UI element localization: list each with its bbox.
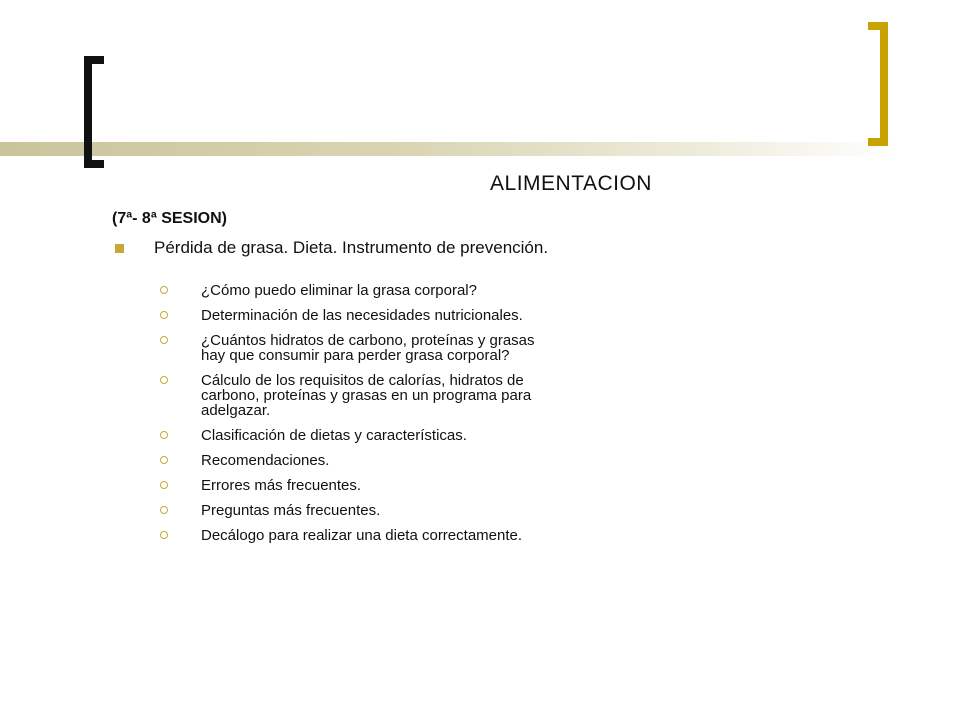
circle-bullet-icon	[160, 376, 168, 384]
list-item: Recomendaciones.	[156, 453, 556, 468]
list-item: Errores más frecuentes.	[156, 478, 556, 493]
list-item: ¿Cuántos hidratos de carbono, proteínas y grasas hay que consumir para perder grasa corporal?	[156, 333, 556, 363]
circle-bullet-icon	[160, 456, 168, 464]
list-item: Determinación de las necesidades nutricionales.	[156, 308, 556, 323]
list-item: Decálogo para realizar una dieta correctamente.	[156, 528, 556, 543]
circle-bullet-icon	[160, 431, 168, 439]
main-bullet-item	[112, 238, 552, 258]
list-item: Clasificación de dietas y características.	[156, 428, 556, 443]
main-bullet-text: Pérdida de grasa. Dieta. Instrumento de prevención.	[154, 238, 549, 257]
sub-bullet-list	[156, 283, 556, 553]
circle-bullet-icon	[160, 531, 168, 539]
decorative-band	[0, 142, 900, 156]
circle-bullet-icon	[160, 311, 168, 319]
right-bracket-decoration	[868, 22, 888, 146]
circle-bullet-icon	[160, 286, 168, 294]
list-item: Preguntas más frecuentes.	[156, 503, 556, 518]
left-bracket-decoration	[84, 56, 104, 168]
circle-bullet-icon	[160, 481, 168, 489]
list-item: ¿Cómo puedo eliminar la grasa corporal?	[156, 283, 556, 298]
list-item: Cálculo de los requisitos de calorías, hidratos de carbono, proteínas y grasas en un programa para adelgazar.	[156, 373, 556, 418]
square-bullet-icon	[115, 244, 124, 253]
circle-bullet-icon	[160, 506, 168, 514]
slide-title: ALIMENTACION	[490, 172, 652, 195]
circle-bullet-icon	[160, 336, 168, 344]
session-label: (7ª- 8ª SESION)	[112, 210, 227, 227]
